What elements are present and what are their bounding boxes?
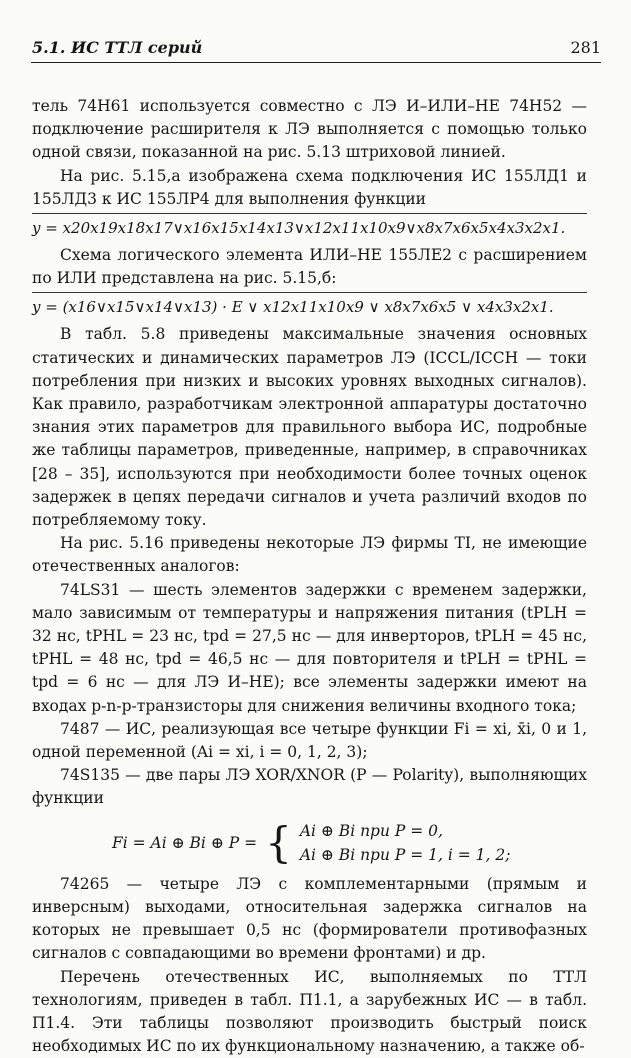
case-lhs: Fi = Ai ⊕ Bi ⊕ P =: [112, 831, 257, 855]
section-header: 5.1. ИС ТТЛ серий: [32, 38, 202, 57]
formula-155le2: y = (x16∨x15∨x14∨x13) · E ∨ x12x11x10x9 ∨ x8x7x6x5 ∨ x4x3x2x1.: [32, 292, 587, 319]
case-rows: [300, 819, 511, 867]
formula-74s135: [112, 819, 587, 867]
paragraph-155le2: Схема логического элемента ИЛИ–НЕ 155ЛЕ2 с расширением по ИЛИ представлена на рис. 5.15,б:: [32, 244, 587, 290]
paragraph-fig-5-15a: На рис. 5.15,а изображена схема подключения ИС 155ЛД1 и 155ЛД3 к ИС 155ЛР4 для выполнения функции: [32, 165, 587, 211]
page-number: 281: [570, 38, 601, 57]
paragraph-74265: 74265 — четыре ЛЭ с комплементарными (прямым и инверсным) выходами, относительная задержка сигналов на которых не превышает 0,5 нс (формирователи противофазных сигналов с совпадающими во времени фронтами) и др.: [32, 873, 587, 966]
brace-symbol: {: [265, 823, 292, 863]
paragraph-extender-continuation: тель 74H61 используется совместно с ЛЭ И–ИЛИ–НЕ 74H52 — подключение расширителя к ЛЭ выполняется с помощью только одной связи, показанной на рис. 5.13 штриховой линией.: [32, 95, 587, 165]
page-body: [32, 95, 587, 1058]
paragraph-fig-5-16: На рис. 5.16 приведены некоторые ЛЭ фирмы TI, не имеющие отечественных аналогов:: [32, 532, 587, 578]
paragraph-table-5-8: В табл. 5.8 приведены максимальные значения основных статических и динамических параметров ЛЭ (ICCL/ICCH — токи потребления при низких и высоких уровнях выходных сигналов). Как правило, разработчикам электронной аппаратуры достаточно знания этих параметров для правильного выбора ИС, подробные же таблицы параметров, приведенные, например, в справочниках [28 – 35], используются при необходимости более точных оценок задержек в цепях передачи сигналов и учета различий входов по потребляемому току.: [32, 323, 587, 532]
formula-155lr4: y = x20x19x18x17∨x16x15x14x13∨x12x11x10x9∨x8x7x6x5x4x3x2x1.: [32, 213, 587, 240]
case-row-p0: Ai ⊕ Bi при P = 0,: [300, 819, 511, 843]
paragraph-ttl-list: Перечень отечественных ИС, выполняемых по ТТЛ технологиям, приведен в табл. П1.1, а зарубежных ИС — в табл. П1.4. Эти таблицы позволяют производить быстрый поиск необходимых ИС по их функциональному назначению, а также об-: [32, 966, 587, 1058]
paragraph-74ls31: 74LS31 — шесть элементов задержки с временем задержки, мало зависимым от температуры и напряжения питания (tPLH = 32 нс, tPHL = 23 нс, tpd = 27,5 нс — для инверторов, tPLH = 45 нс, tPHL = 48 нс, tpd = 46,5 нс — для повторителя и tPLH = tPHL = tpd = 6 нс — для ЛЭ И–НЕ); все элементы задержки имеют на входах p-n-p-транзисторы для снижения величины входного тока;: [32, 579, 587, 718]
paragraph-7487: 7487 — ИС, реализующая все четыре функции Fi = xi, x̄i, 0 и 1, одной переменной (Ai = xi, i = 0, 1, 2, 3);: [32, 718, 587, 764]
header-rule: [31, 62, 601, 63]
paragraph-74s135: 74S135 — две пары ЛЭ XOR/XNOR (P — Polarity), выполняющих функции: [32, 764, 587, 810]
case-row-p1: Ai ⊕ Bi при P = 1, i = 1, 2;: [300, 843, 511, 867]
